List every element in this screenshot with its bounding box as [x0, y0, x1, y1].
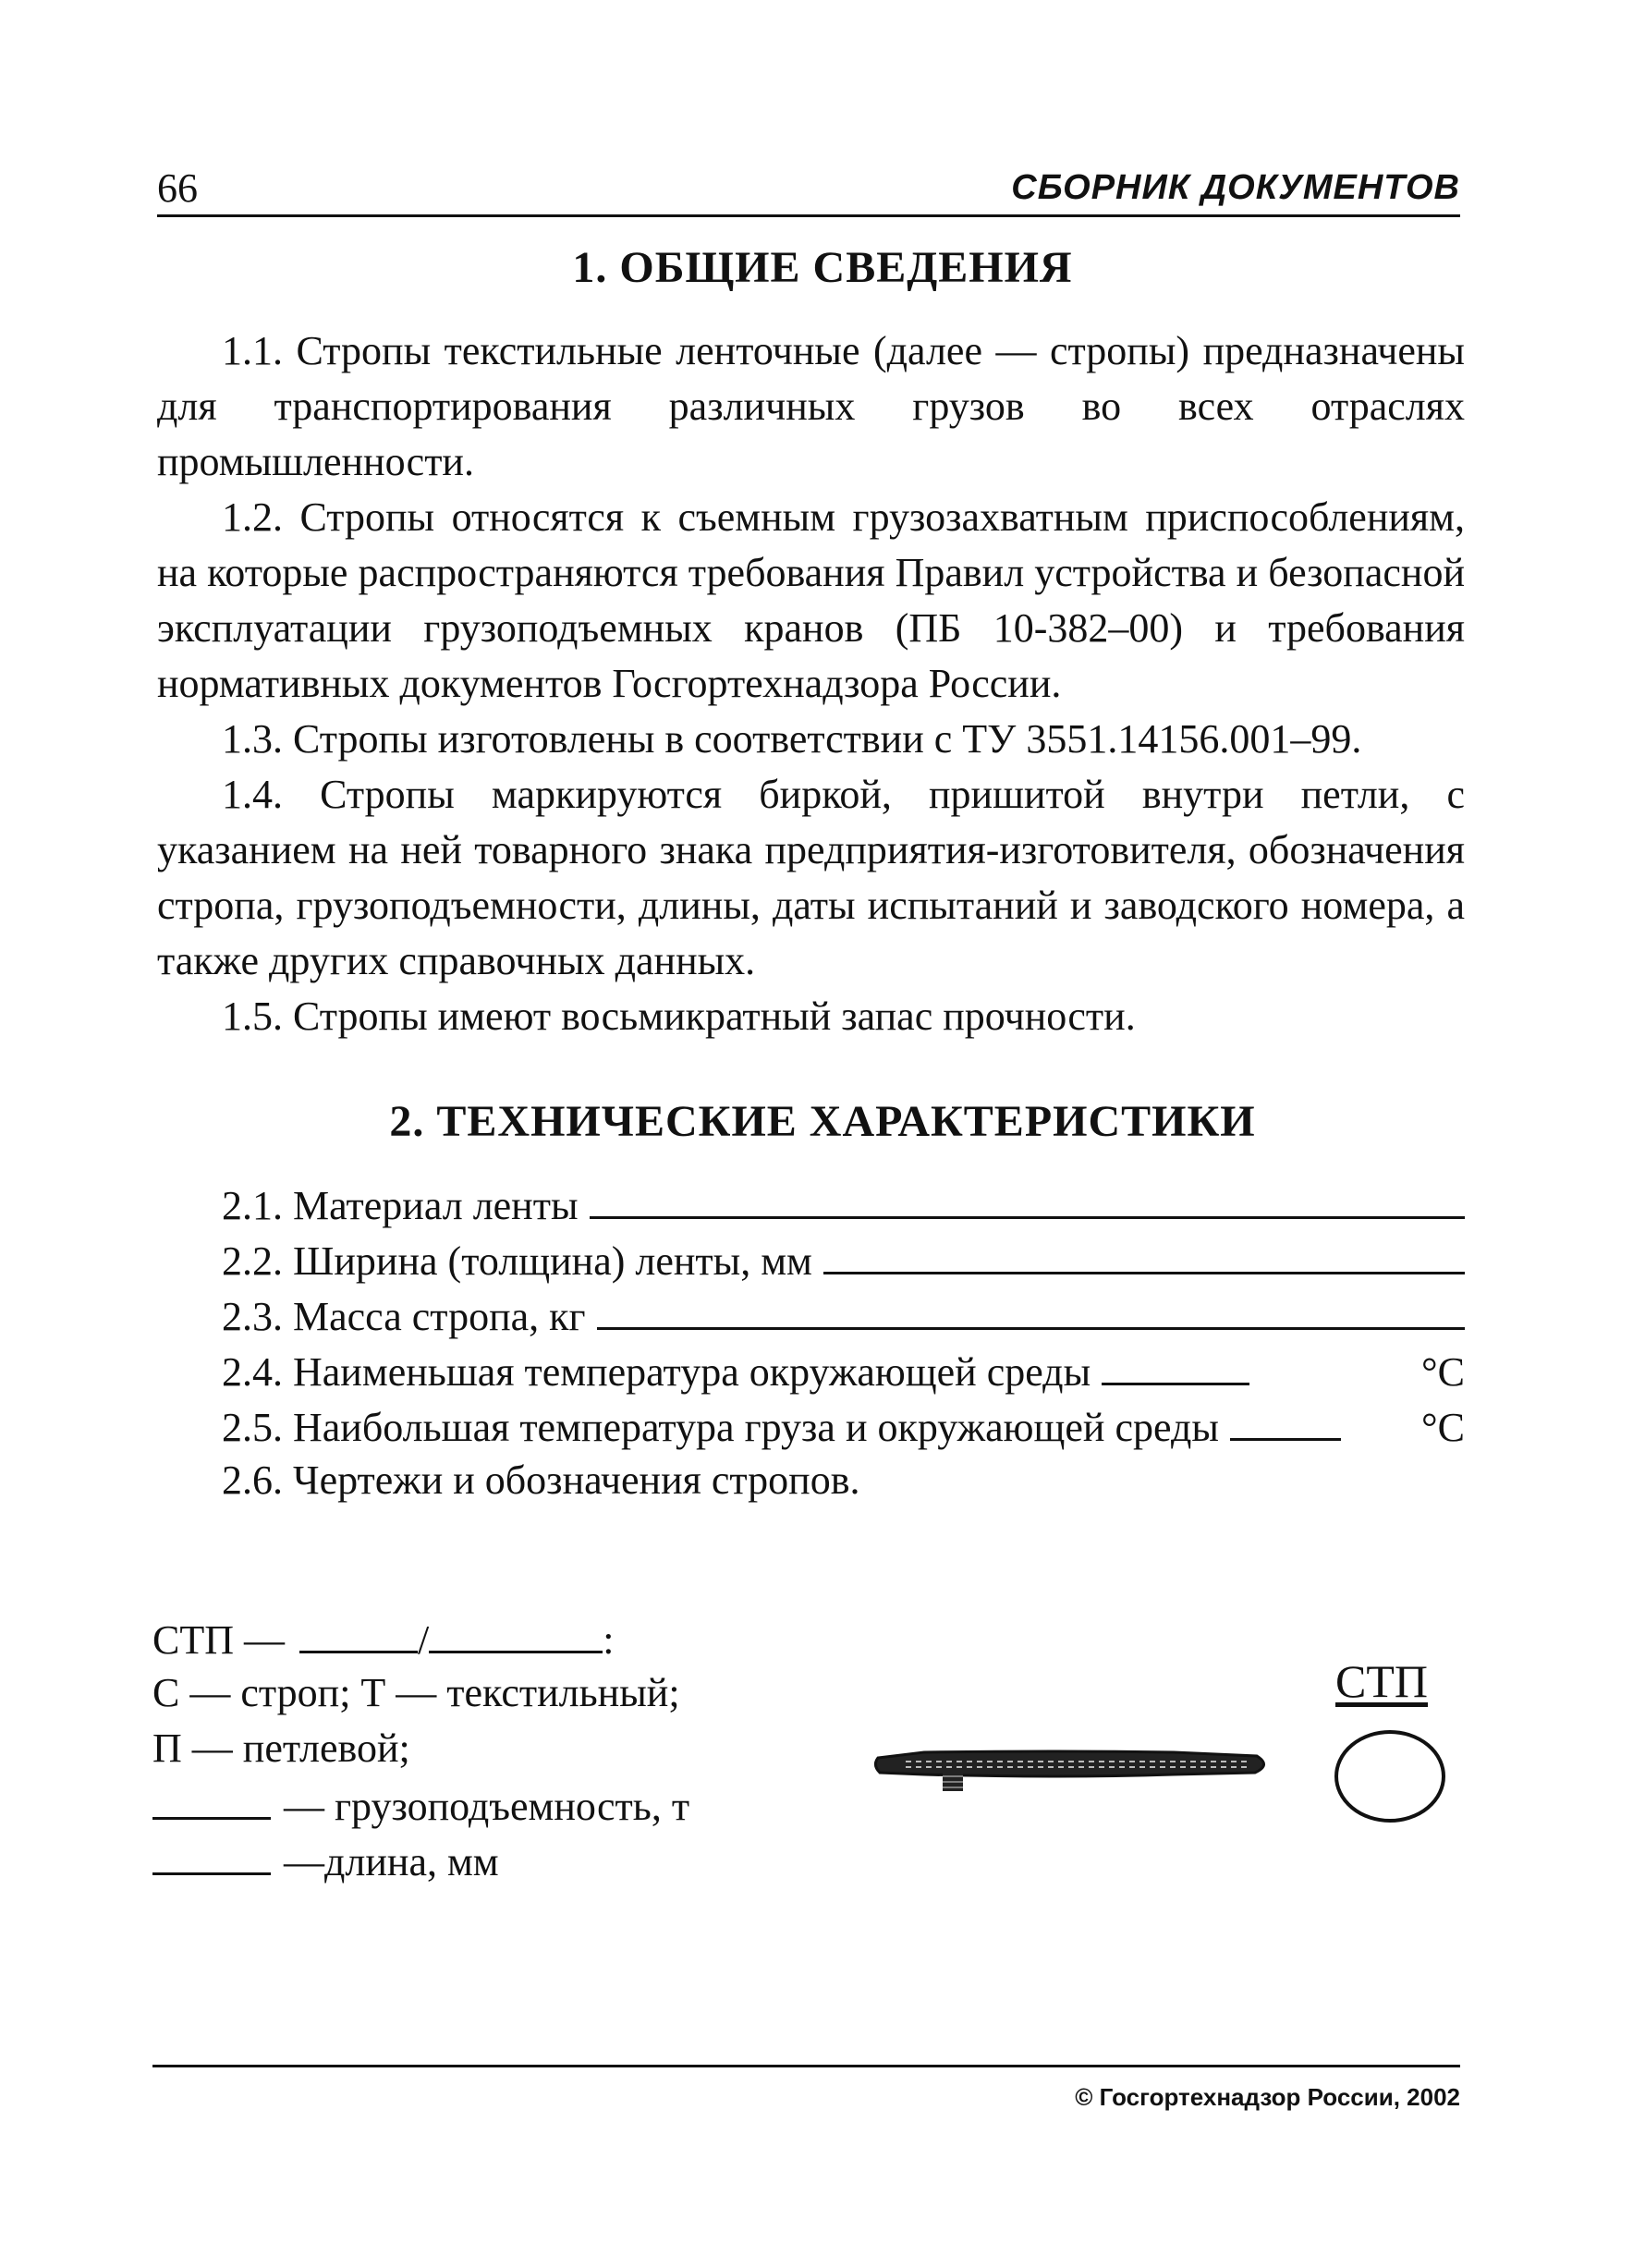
designation-prefix: СТП —	[152, 1617, 285, 1663]
paragraph-1-5: 1.5. Стропы имеют восьмикратный запас прочности.	[222, 994, 1136, 1039]
field-label: 2.6. Чертежи и обозначения стропов.	[222, 1457, 860, 1503]
paragraph-1-4: 1.4. Стропы маркируются биркой, пришитой внутри петли, с указанием на ней товарного знака предприятия-изготовителя, обозначения стропа, грузоподъемности, длины, даты испытаний и заводского номера, а также других справочных данных.	[157, 772, 1465, 983]
field-drawings	[222, 1453, 1465, 1508]
fill-in-blank	[429, 1610, 603, 1653]
spec-fields	[222, 1176, 1465, 1508]
collection-title: СБОРНИК ДОКУМЕНТОВ	[1011, 168, 1460, 207]
field-tape-width	[222, 1231, 1465, 1286]
paragraph-1-1: 1.1. Стропы текстильные ленточные (далее — стропы) предназначены для транспортирования различных грузов во всех отраслях промышленности.	[157, 328, 1465, 484]
sling-drawing	[869, 1738, 1275, 1802]
fill-in-blank	[823, 1231, 1465, 1274]
legend-text: С — строп; Т — текстильный;	[152, 1670, 680, 1715]
paragraph-1-2: 1.2. Стропы относятся к съемным грузозахватным приспособлениям, на которые распространяются требования Правил устройства и безопасной эксплуатации грузоподъемных кранов (ПБ 10-382–00) и требования нормативных документов Госгортехнадзора России.	[157, 494, 1465, 706]
paragraph-1-3: 1.3. Стропы изготовлены в соответствии с ТУ 3551.14156.001–99.	[222, 716, 1362, 762]
designation-colon: :	[603, 1617, 615, 1663]
field-label: 2.4. Наименьшая температура окружающей среды	[222, 1349, 1091, 1395]
field-sling-mass	[222, 1286, 1465, 1342]
header-rule	[157, 214, 1460, 217]
legend-text: — грузоподъемность, т	[284, 1784, 690, 1829]
page-number: 66	[157, 165, 198, 211]
legend-text: —длина, мм	[284, 1839, 499, 1884]
fill-in-blank	[152, 1776, 271, 1820]
field-min-temperature	[222, 1342, 1465, 1397]
fill-in-blank	[152, 1832, 271, 1875]
fill-in-blank	[1102, 1342, 1249, 1385]
loop-cross-section	[1331, 1726, 1451, 1828]
fill-in-blank	[590, 1176, 1465, 1219]
legend-line-1	[152, 1665, 689, 1721]
legend-line-4	[152, 1832, 689, 1887]
legend-line-2	[152, 1721, 689, 1776]
fill-in-blank	[597, 1286, 1465, 1330]
designation-legend	[152, 1610, 689, 1887]
field-tape-material	[222, 1176, 1465, 1231]
field-unit: °С	[1421, 1349, 1465, 1395]
field-unit: °С	[1421, 1405, 1465, 1450]
footer-rule	[152, 2065, 1460, 2067]
general-info-section	[157, 323, 1465, 1044]
section-heading-specs: 2. ТЕХНИЧЕСКИЕ ХАРАКТЕРИСТИКИ	[389, 1097, 1256, 1146]
legend-text: П — петлевой;	[152, 1725, 410, 1771]
field-label: 2.1. Материал ленты	[222, 1183, 579, 1228]
designation-slash: /	[418, 1617, 430, 1663]
designation-formula	[152, 1610, 689, 1665]
field-label: 2.3. Масса стропа, кг	[222, 1294, 586, 1339]
fill-in-blank	[1230, 1397, 1341, 1441]
field-label: 2.5. Наибольшая температура груза и окружающей среды	[222, 1405, 1219, 1450]
section-heading-general: 1. ОБЩИЕ СВЕДЕНИЯ	[572, 243, 1073, 292]
legend-line-3	[152, 1776, 689, 1832]
field-label: 2.2. Ширина (толщина) ленты, мм	[222, 1238, 812, 1284]
copyright: © Госгортехнадзор России, 2002	[1075, 2083, 1460, 2111]
field-max-temperature	[222, 1397, 1465, 1453]
drawing-label: СТП	[1335, 1655, 1428, 1707]
fill-in-blank	[299, 1610, 418, 1653]
